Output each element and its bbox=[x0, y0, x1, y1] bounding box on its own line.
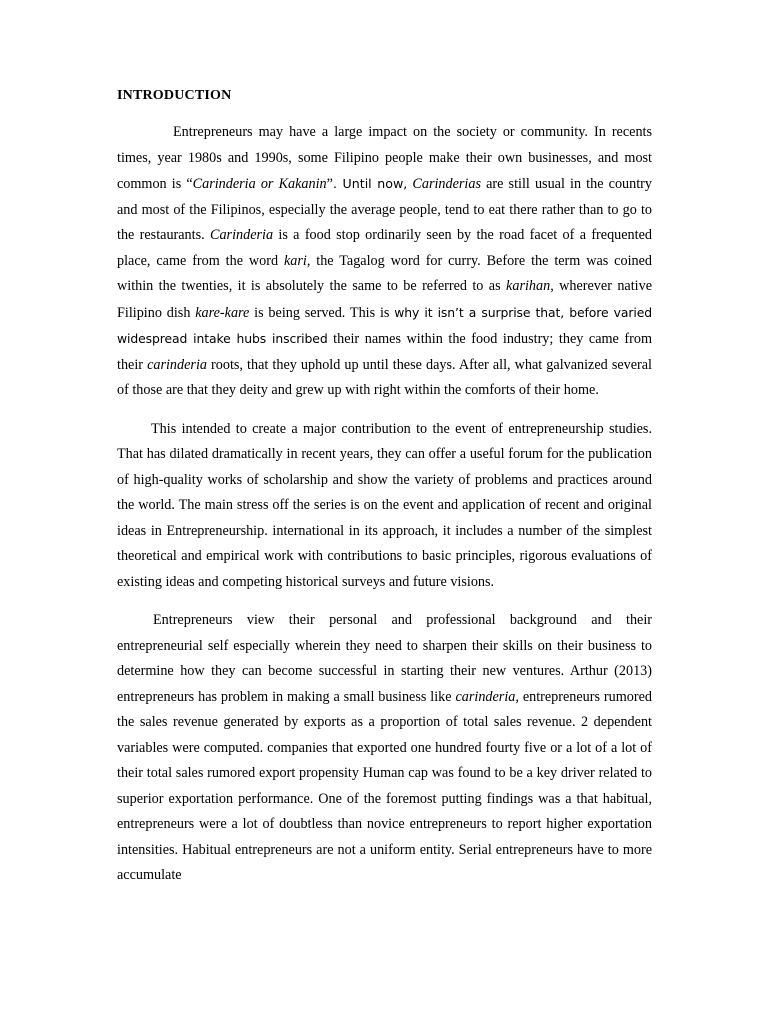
text-run: is being served. This is bbox=[249, 304, 395, 321]
italic-term: carinderia bbox=[147, 356, 207, 373]
document-page bbox=[117, 84, 652, 889]
text-run: Entrepreneurs view their personal and professional background and their entrepreneurial self especially wherein they need to sharpen their skills on their business to determine how they can become successful in starting their new ventures. Arthur (2013) entrepreneurs has problem in making a small business like bbox=[117, 612, 652, 705]
text-run: entrepreneurs rumored the sales revenue generated by exports as a proportion of total sales revenue. 2 dependent variables were computed. companies that exported one hundred fourty five or a lot of a lot of their total sales rumored export propensity Human cap was found to be a key driver related to superior exportation performance. One of the foremost putting findings was a that habitual, entrepreneurs were a lot of doubtless than novice entrepreneurs to report higher exportation intensities. Habitual entrepreneurs are not a uniform entity. Serial entrepreneurs have to more accumulate bbox=[117, 688, 652, 883]
italic-term: carinderia, bbox=[455, 688, 519, 705]
text-run: , wherever native Filipino dish bbox=[117, 278, 652, 321]
paragraph-2: This intended to create a major contribution to the event of entrepreneurship studies. That has dilated dramatically in recent years, they can offer a useful forum for the publication of high-quality works of scholarship and show the variety of problems and practices around the world. The main stress off the series is on the event and application of recent and original ideas in Entrepreneurship. international in its approach, it includes a number of the simplest theoretical and empirical work with contributions to basic principles, rigorous evaluations of existing ideas and competing historical surveys and future visions. bbox=[117, 420, 652, 590]
italic-term: karihan bbox=[506, 278, 551, 294]
sans-text-run: why it isn’t a surprise that, before varied widespread intake hubs inscribed bbox=[117, 304, 652, 346]
text-run: are still usual in the country and most of the Filipinos, especially the average people, tend to eat there rather than to go to the restaurants. bbox=[117, 176, 652, 243]
italic-term: Carinderias bbox=[412, 176, 481, 192]
paragraph-3 bbox=[117, 608, 652, 889]
italic-term: kare-kare bbox=[195, 304, 250, 321]
text-run: is a food stop ordinarily seen by the road facet of a frequented place, came from the word bbox=[117, 227, 652, 269]
text-run: Entrepreneurs may have a large impact on the society or community. In recents times, year 1980s and 1990s, some Filipino people make their own businesses, and most common is “ bbox=[117, 124, 652, 192]
text-run: , the Tagalog word for curry. Before the term was coined within the twenties, it is absolutely the same to be referred to as bbox=[117, 252, 652, 294]
text-run: their names within the food industry; they came from their bbox=[117, 331, 652, 373]
sans-text-run: . Until now, bbox=[332, 176, 408, 191]
paragraph-1 bbox=[117, 120, 652, 404]
text-run: ” bbox=[326, 176, 333, 192]
text-run: roots, that they uphold up until these days. After all, what galvanized several of those are that they deity and grew up with right within the comforts of their home. bbox=[117, 356, 652, 398]
italic-term: kari bbox=[283, 252, 307, 269]
italic-term: Carinderia or Kakanin bbox=[192, 176, 327, 192]
italic-term: Carinderia bbox=[210, 227, 274, 243]
section-heading: INTRODUCTION bbox=[117, 88, 232, 103]
